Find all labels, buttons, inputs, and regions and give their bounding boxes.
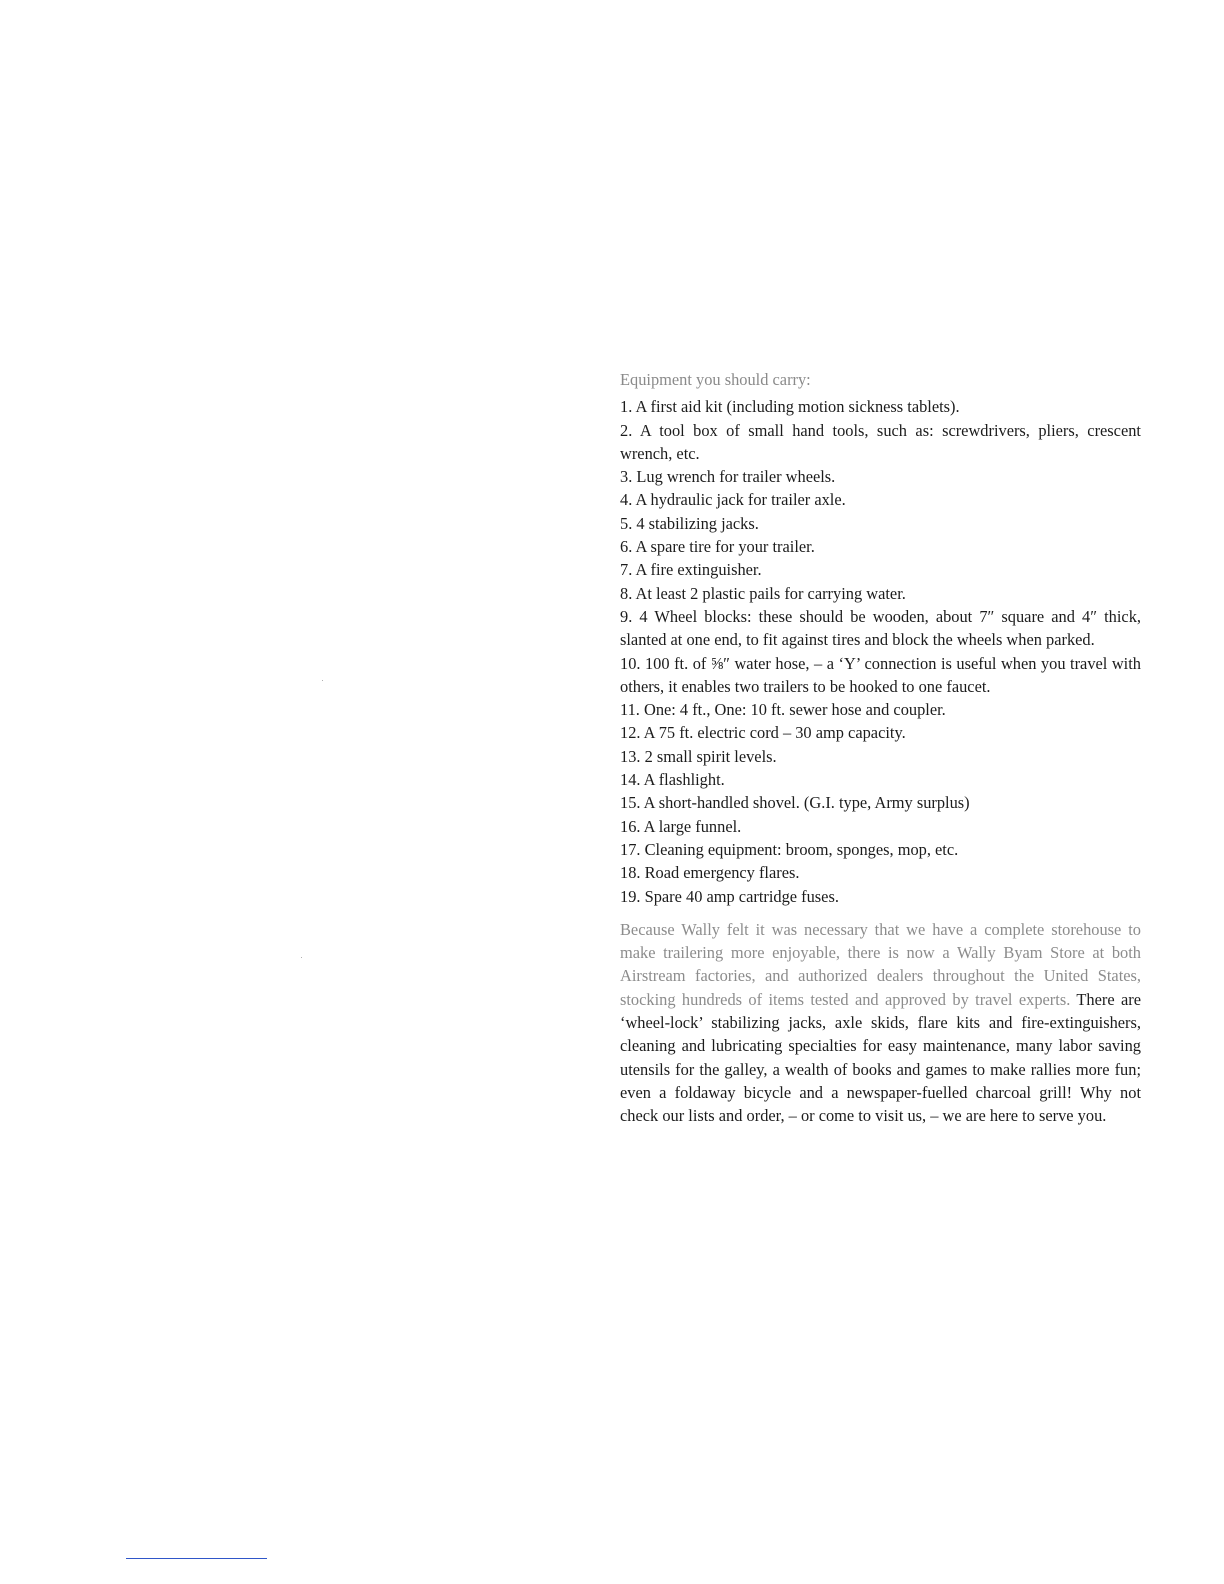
- list-item: 16. A large funnel.: [620, 816, 742, 836]
- equipment-list: [620, 395, 1141, 908]
- list-item: 12. A 75 ft. electric cord – 30 amp capacity.: [620, 723, 906, 743]
- paragraph-text: There are ‘wheel-lock’ stabilizing jacks, axle skids, flare kits and fire-extinguishers, cleaning and lubricating specialties for easy maintenance, many labor saving utensils for the galley, a wealth of books and games to make rallies more fun; even a foldaway bicycle and a newspaper-fuelled charcoal grill! Why not check our lists and order, – or come to visit us, – we are here to serve you.: [620, 989, 1141, 1126]
- scan-speck: [322, 680, 323, 681]
- scan-speck: [301, 957, 302, 958]
- list-item: 10. 100 ft. of ⅝″ water hose, – a ‘Y’ connection is useful when you travel with others, it enables two trailers to be hooked to one faucet.: [620, 653, 1141, 696]
- bottom-rule-line: [126, 1558, 267, 1559]
- list-item: 8. At least 2 plastic pails for carrying water.: [620, 583, 906, 603]
- list-item: 15. A short-handled shovel. (G.I. type, Army surplus): [620, 793, 970, 813]
- list-item: 9. 4 Wheel blocks: these should be wooden, about 7″ square and 4″ thick, slanted at one end, to fit against tires and block the wheels when parked.: [620, 606, 1141, 650]
- list-item: 7. A fire extinguisher.: [620, 560, 762, 580]
- list-item: 18. Road emergency flares.: [620, 863, 800, 883]
- list-item: 17. Cleaning equipment: broom, sponges, mop, etc.: [620, 839, 959, 859]
- text-column: [620, 368, 1141, 1128]
- list-item: 19. Spare 40 amp cartridge fuses.: [620, 886, 839, 906]
- paragraph-faded-text: Because Wally felt it was necessary that we have a complete storehouse to make trailering more enjoyable, there is now a Wally Byam Store at both Airstream factories, and authorized dealers throughout the United States, stocking hundreds of items tested and approved by travel experts.: [620, 919, 1141, 1009]
- list-item: 11. One: 4 ft., One: 10 ft. sewer hose and coupler.: [620, 700, 946, 720]
- list-item: 2. A tool box of small hand tools, such as: screwdrivers, pliers, crescent wrench, etc.: [620, 420, 1141, 463]
- equipment-heading: Equipment you should carry:: [620, 370, 811, 389]
- store-paragraph: [620, 918, 1141, 1128]
- list-item: 1. A first aid kit (including motion sickness tablets).: [620, 397, 960, 417]
- list-item: 13. 2 small spirit levels.: [620, 746, 777, 766]
- list-item: 6. A spare tire for your trailer.: [620, 537, 815, 557]
- list-item: 4. A hydraulic jack for trailer axle.: [620, 490, 846, 510]
- list-item: 3. Lug wrench for trailer wheels.: [620, 467, 836, 487]
- list-item: 14. A flashlight.: [620, 770, 725, 790]
- list-item: 5. 4 stabilizing jacks.: [620, 513, 759, 533]
